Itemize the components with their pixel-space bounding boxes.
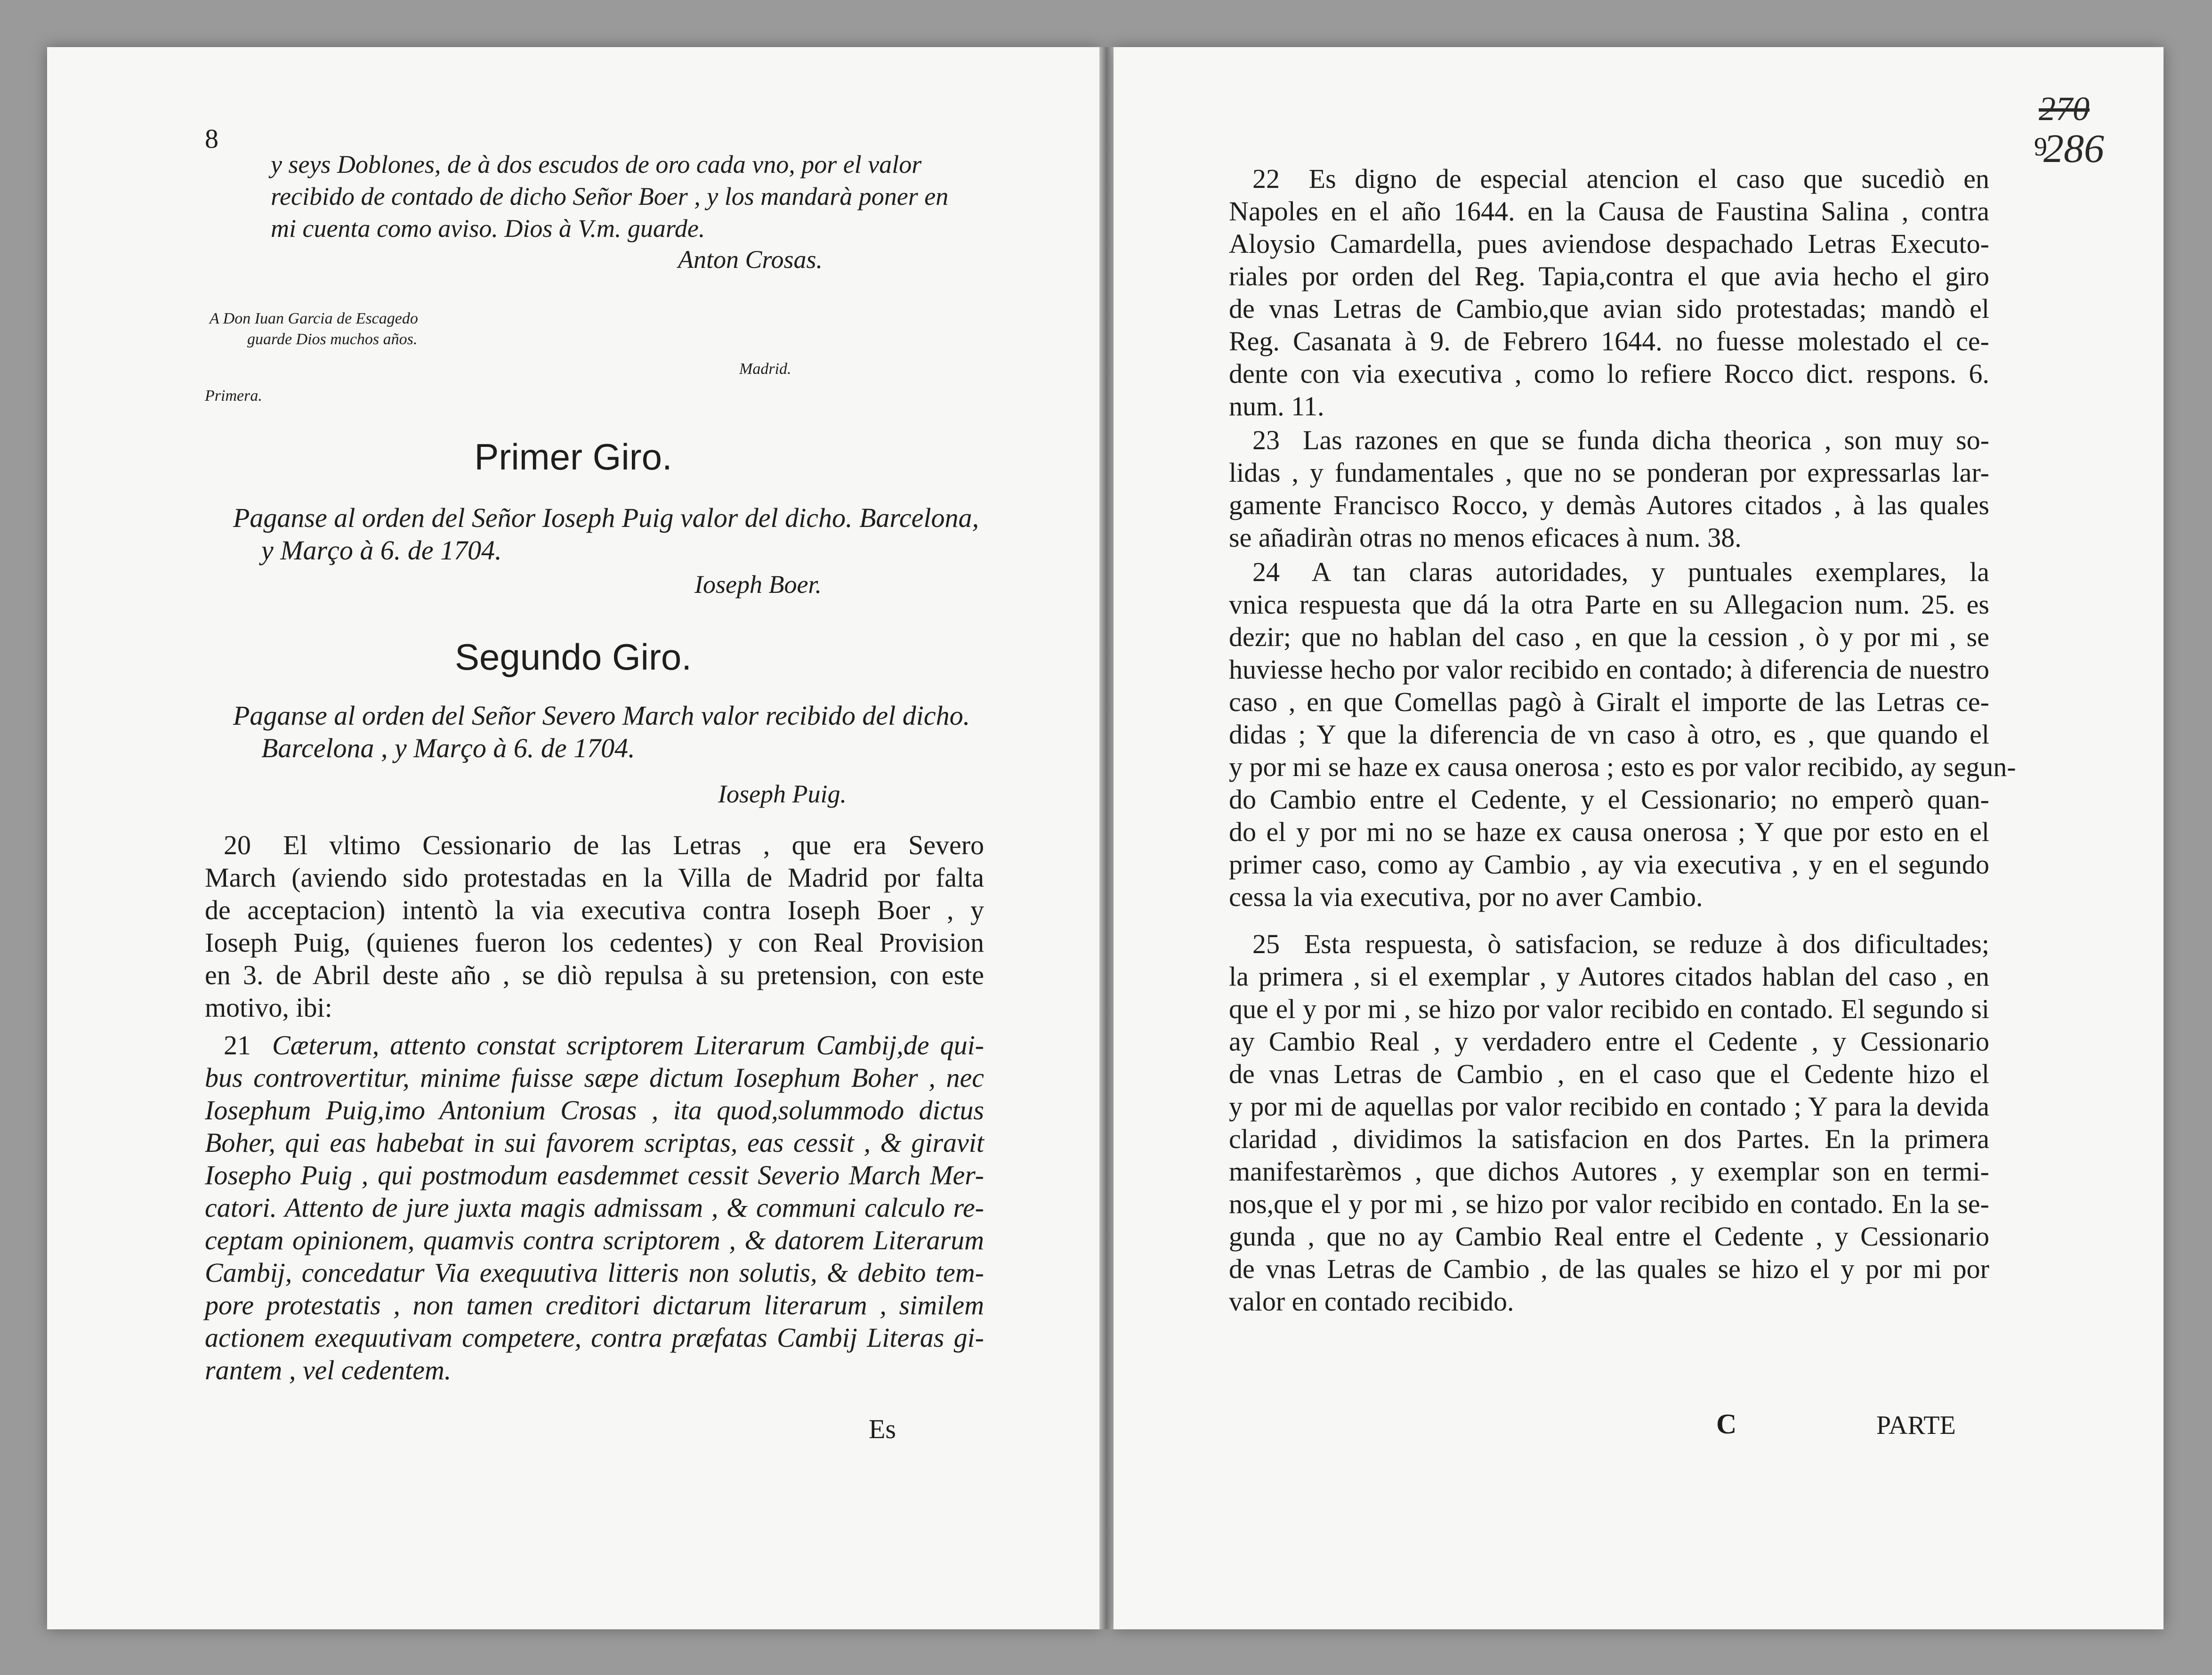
- paragraph-line: nos,que el y por mi , se hizo por valor recibido en contado. En la se-: [1229, 1189, 1989, 1219]
- letter-address: [210, 308, 418, 350]
- paragraph-line: El vltimo Cessionario de las Letras , que era Severo: [283, 830, 985, 860]
- page-number: 8: [205, 123, 218, 154]
- paragraph-line: A tan claras autoridades, y puntuales exemplares, la: [1311, 557, 1989, 587]
- paragraph-line: manifestarèmos , que dichos Autores , y exemplar son en termi-: [1229, 1156, 1989, 1187]
- paragraph-line: en 3. de Abril deste año , se diò repulsa à su pretension, con este: [205, 960, 984, 990]
- catchword: Es: [869, 1414, 896, 1444]
- paragraph-line: Iosephum Puig,imo Antonium Crosas , ita quod,solummodo dictus: [205, 1095, 984, 1125]
- paragraph-number: 22: [1252, 163, 1280, 194]
- letter-signature: Anton Crosas.: [678, 245, 823, 274]
- paragraph-number: 24: [1252, 557, 1280, 587]
- paragraph-line: Aloysio Camardella, pues aviendose despachado Letras Executo-: [1229, 228, 1989, 259]
- paragraph-line: actionem exequutivam competere, contra præfatas Cambij Literas gi-: [205, 1322, 984, 1353]
- paragraph-line: dente con via executiva , como lo refiere Rocco dict. respons. 6.: [1229, 358, 1989, 389]
- paragraph-line: ceptam opinionem, quamvis contra scriptorem , & datorem Literarum: [205, 1225, 984, 1255]
- giro-line: Paganse al orden del Señor Severo March valor recibido del dicho.: [233, 700, 970, 731]
- paragraph-line: do Cambio entre el Cedente, y el Cessionario; no emperò quan-: [1229, 784, 1989, 815]
- paragraph-line: Esta respuesta, ò satisfacion, se reduze à dos dificultades;: [1304, 929, 1990, 959]
- paragraph-line: lidas , y fundamentales , que no se ponderan por expressarlas lar-: [1229, 457, 1989, 488]
- paragraph-25: [1229, 928, 1989, 1318]
- address-line: guarde Dios muchos años.: [247, 331, 418, 348]
- paragraph-line: Cambij, concedatur Via exequutiva litteris non solutis, & debito tem-: [205, 1257, 984, 1288]
- paragraph-22: [1229, 162, 1989, 422]
- primer-giro-heading: Primer Giro.: [474, 436, 672, 477]
- paragraph-line: Las razones en que se funda dicha theorica , son muy so-: [1303, 425, 1990, 455]
- letter-city: Madrid.: [739, 360, 791, 378]
- letter-line: recibido de contado de dicho Señor Boer , y los mandarà poner en: [271, 182, 949, 210]
- paragraph-number: 25: [1252, 929, 1280, 959]
- handwritten-folio-number: 286: [2043, 126, 2104, 171]
- paragraph-line: valor en contado recibido.: [1229, 1286, 1514, 1317]
- letter-line: y seys Doblones, de à dos escudos de oro cada vno, por el valor: [271, 150, 922, 178]
- struck-folio-number: 270: [2039, 90, 2090, 128]
- page-number: 9: [2034, 132, 2047, 162]
- first-label: Primera.: [205, 387, 262, 405]
- paragraph-line: que el y por mi , se hizo por valor recibido en contado. El segundo si: [1229, 994, 1989, 1024]
- paragraph-line: pore protestatis , non tamen creditori dictarum literarum , similem: [205, 1290, 984, 1320]
- paragraph-20: [205, 829, 984, 1024]
- paragraph-line: gamente Francisco Rocco, y demàs Autores citados , à las quales: [1229, 490, 1989, 520]
- paragraph-line: Reg. Casanata à 9. de Febrero 1644. no fuesse molestado el ce-: [1229, 326, 1989, 356]
- right-page: [1114, 47, 2164, 1629]
- paragraph-line: la primera , si el exemplar , y Autores citados hablan del caso , en: [1229, 961, 1989, 992]
- paragraph-line: Boher, qui eas habebat in sui favorem scriptas, eas cessit , & giravit: [205, 1127, 984, 1158]
- left-page: [47, 47, 1099, 1629]
- paragraph-line: num. 11.: [1229, 391, 1324, 421]
- segundo-giro-signature: Ioseph Puig.: [718, 780, 847, 808]
- primer-giro-text: [233, 502, 991, 566]
- giro-line: y Março à 6. de 1704.: [261, 535, 502, 566]
- paragraph-line: huviesse hecho por valor recibido en contado; à diferencia de nuestro: [1229, 654, 1989, 685]
- paragraph-line: catori. Attento de jure juxta magis admissam , & communi calculo re-: [205, 1192, 984, 1223]
- paragraph-line: dezir; que no hablan del caso , en que la cession , ò y por mi , se: [1229, 622, 1989, 652]
- paragraph-line: gunda , que no ay Cambio Real entre el Cedente , y Cessionario: [1229, 1221, 1989, 1252]
- paragraph-line: de vnas Letras de Cambio , en el caso que el Cedente hizo el: [1229, 1059, 1989, 1089]
- paragraph-23: [1229, 424, 1989, 554]
- catchword: PARTE: [1876, 1411, 1956, 1440]
- paragraph-line: de acceptacion) intentò la via executiva contra Ioseph Boer , y: [205, 895, 984, 925]
- paragraph-line: vnica respuesta que dá la otra Parte en su Allegacion num. 25. es: [1229, 589, 1989, 620]
- paragraph-number: 23: [1252, 425, 1280, 455]
- primer-giro-signature: Ioseph Boer.: [694, 570, 822, 599]
- paragraph-line: rantem , vel cedentem.: [205, 1355, 452, 1385]
- letter-line: mi cuenta como aviso. Dios à V.m. guarde.: [271, 214, 705, 243]
- paragraph-line: didas ; Y que la diferencia de vn caso à otro, es , que quando el: [1229, 719, 1989, 750]
- paragraph-21: [205, 1029, 984, 1386]
- giro-line: Paganse al orden del Señor Ioseph Puig valor del dicho. Barcelona,: [233, 502, 979, 533]
- segundo-giro-text: [233, 699, 991, 764]
- book-gutter: [1099, 47, 1114, 1629]
- paragraph-line: riales por orden del Reg. Tapia,contra el que avia hecho el giro: [1229, 261, 1989, 291]
- paragraph-line: Cæterum, attento constat scriptorem Literarum Cambij,de qui-: [272, 1030, 984, 1060]
- paragraph-line: Napoles en el año 1644. en la Causa de Faustina Salina , contra: [1229, 196, 1989, 227]
- paragraph-line: Iosepho Puig , qui postmodum easdemmet cessit Severio March Mer-: [205, 1160, 984, 1190]
- paragraph-24: [1229, 556, 2016, 913]
- giro-line: Barcelona , y Março à 6. de 1704.: [261, 733, 635, 763]
- paragraph-line: Es digno de especial atencion el caso que sucediò en: [1308, 163, 1989, 194]
- paragraph-line: cessa la via executiva, por no aver Cambio.: [1229, 882, 1703, 912]
- paragraph-line: y por mi se haze ex causa onerosa ; esto es por valor recibido, ay segun-: [1229, 752, 2016, 782]
- paragraph-line: de vnas Letras de Cambio , de las quales se hizo el y por mi por: [1229, 1254, 1989, 1284]
- paragraph-line: ay Cambio Real , y verdadero entre el Cedente , y Cessionario: [1229, 1026, 1989, 1057]
- paragraph-line: caso , en que Comellas pagò à Giralt el importe de las Letras ce-: [1229, 687, 1989, 717]
- address-line: A Don Iuan Garcia de Escagedo: [210, 310, 418, 327]
- segundo-giro-heading: Segundo Giro.: [454, 636, 692, 678]
- paragraph-line: bus controvertitur, minime fuisse sæpe dictum Iosephum Boher , nec: [205, 1062, 984, 1093]
- paragraph-line: primer caso, como ay Cambio , ay via executiva , y en el segundo: [1229, 849, 1989, 880]
- paragraph-number: 20: [224, 830, 251, 860]
- paragraph-line: do el y por mi no se haze ex causa onerosa ; Y que por esto en el: [1229, 817, 1989, 847]
- paragraph-line: March (aviendo sido protestadas en la Villa de Madrid por falta: [205, 862, 984, 893]
- paragraph-line: de vnas Letras de Cambio,que avian sido protestadas; mandò el: [1229, 293, 1989, 324]
- paragraph-line: se añadiràn otras no menos eficaces à num. 38.: [1229, 522, 1742, 553]
- paragraph-line: Ioseph Puig, (quienes fueron los cedentes) y con Real Provision: [205, 927, 984, 958]
- paragraph-line: claridad , dividimos la satisfacion en dos Partes. En la primera: [1229, 1124, 1989, 1154]
- paragraph-line: y por mi de aquellas por valor recibido en contado ; Y para la devida: [1229, 1091, 1989, 1122]
- signature-mark: C: [1716, 1408, 1737, 1440]
- paragraph-line: motivo, ibi:: [205, 992, 332, 1023]
- paragraph-number: 21: [224, 1030, 251, 1060]
- letter-text: [271, 148, 1005, 244]
